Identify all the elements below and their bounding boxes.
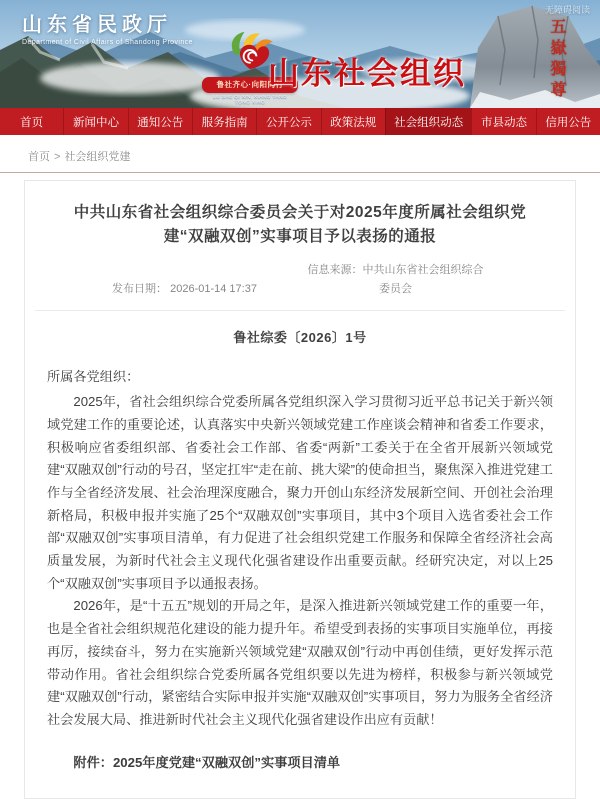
publish-date bbox=[112, 280, 257, 298]
breadcrumb-current: 社会组织党建 bbox=[64, 151, 131, 163]
nav-item-home[interactable]: 首页 bbox=[20, 116, 44, 129]
breadcrumb bbox=[0, 135, 600, 173]
nav-item-city-county-dynamics[interactable]: 市县动态 bbox=[471, 108, 535, 135]
site-logo-name[interactable] bbox=[22, 8, 193, 46]
banner-title: 山东社会组织 bbox=[268, 56, 466, 91]
logo-slogan-pinyin: LU SHE QI XIN, XIANG YANG TONG XING bbox=[213, 94, 287, 105]
document-number: 鲁社综委〔2026〕1号 bbox=[233, 330, 367, 346]
nav-item-news[interactable]: 新闻中心 bbox=[63, 108, 127, 135]
salutation: 所属各党组织： bbox=[47, 369, 140, 385]
nav-item-org-dynamics[interactable]: 社会组织动态 bbox=[385, 108, 471, 135]
logo-slogan-ribbon: 鲁社齐心·向阳同行 bbox=[202, 77, 298, 93]
nav-item-public-disclosure[interactable]: 公开公示 bbox=[256, 108, 320, 135]
article-meta bbox=[25, 261, 575, 298]
breadcrumb-home-link[interactable]: 首页 bbox=[28, 151, 50, 163]
header-banner bbox=[0, 0, 600, 108]
main-nav bbox=[0, 108, 600, 135]
breadcrumb-separator: > bbox=[54, 151, 61, 163]
site-name-en: Department of Civil Affairs of Shandong Province bbox=[22, 39, 193, 46]
nav-item-service-guide[interactable]: 服务指南 bbox=[192, 108, 256, 135]
paragraph-1: 2025年，省社会组织综合党委所属各党组织深入学习贯彻习近平总书记关于新兴领域党建工作的重要论述，认真落实中央新兴领域党建工作座谈会精神和省委工作要求，积极响应省委组织部、省委社会工作部、省委“两新”工委关于在全省开展新兴领域党建“双融双创”行动的号召，坚定扛牢“走在前、挑大梁”的使命担当，聚焦深入推进党建工作与全省经济发展、社会治理深度融合，聚力开创山东经济发展新空间、开创社会治理新格局，积极申报并实施了25个“双融双创”实事项目，其中3个项目入选省委社会工作部“双融双创”实事项目清单，有力促进了社会组织党建工作服务和保障全省经济社会高质量发展，为新时代社会主义现代化强省建设作出重要贡献。经研究决定，对以上25个“双融双创”实事项目予以通报表扬。 bbox=[47, 394, 553, 591]
info-source bbox=[303, 261, 488, 298]
site-name-cn: 山东省民政厅 bbox=[22, 14, 172, 36]
info-source-value: 中共山东省社会组织综合委员会 bbox=[362, 264, 484, 295]
rock-inscription: 五嶽獨尊 bbox=[548, 18, 565, 102]
meta-divider bbox=[35, 310, 565, 311]
info-source-label: 信息来源： bbox=[307, 264, 363, 277]
nav-item-credit-announcements[interactable]: 信用公告 bbox=[536, 108, 600, 135]
article-title: 中共山东省社会组织综合委员会关于对2025年度所属社会组织党建“双融双创”实事项目予以表扬的通报 bbox=[73, 204, 527, 246]
accessibility-link[interactable]: 无障碍阅读 bbox=[544, 5, 590, 15]
nav-item-notices[interactable]: 通知公告 bbox=[128, 108, 192, 135]
article-body bbox=[25, 360, 575, 774]
nav-item-policies[interactable]: 政策法规 bbox=[321, 108, 385, 135]
publish-date-label: 发布日期： bbox=[112, 283, 168, 296]
paragraph-2: 2026年，是“十五五”规划的开局之年，是深入推进新兴领域党建工作的重要一年，也是全省社会组织规范化建设的能力提升年。希望受到表扬的实事项目实施单位，再接再厉，接续奋斗，努力在实施新兴领域党建“双融双创”行动中再创佳绩，更好发挥示范带动作用。省社会组织综合党委所属各党组织要以先进为榜样，积极参与新兴领域党建“双融双创”行动，紧密结合实际申报并实施“双融双创”实事项目，努力为服务全省经济社会发展大局、推进新时代社会主义现代化强省建设作出应有贡献！ bbox=[47, 598, 553, 727]
publish-date-value: 2026-01-14 17:37 bbox=[170, 283, 257, 296]
article-container bbox=[24, 180, 576, 799]
attachment-line[interactable]: 附件：2025年度党建“双融双创”实事项目清单 bbox=[73, 754, 341, 770]
